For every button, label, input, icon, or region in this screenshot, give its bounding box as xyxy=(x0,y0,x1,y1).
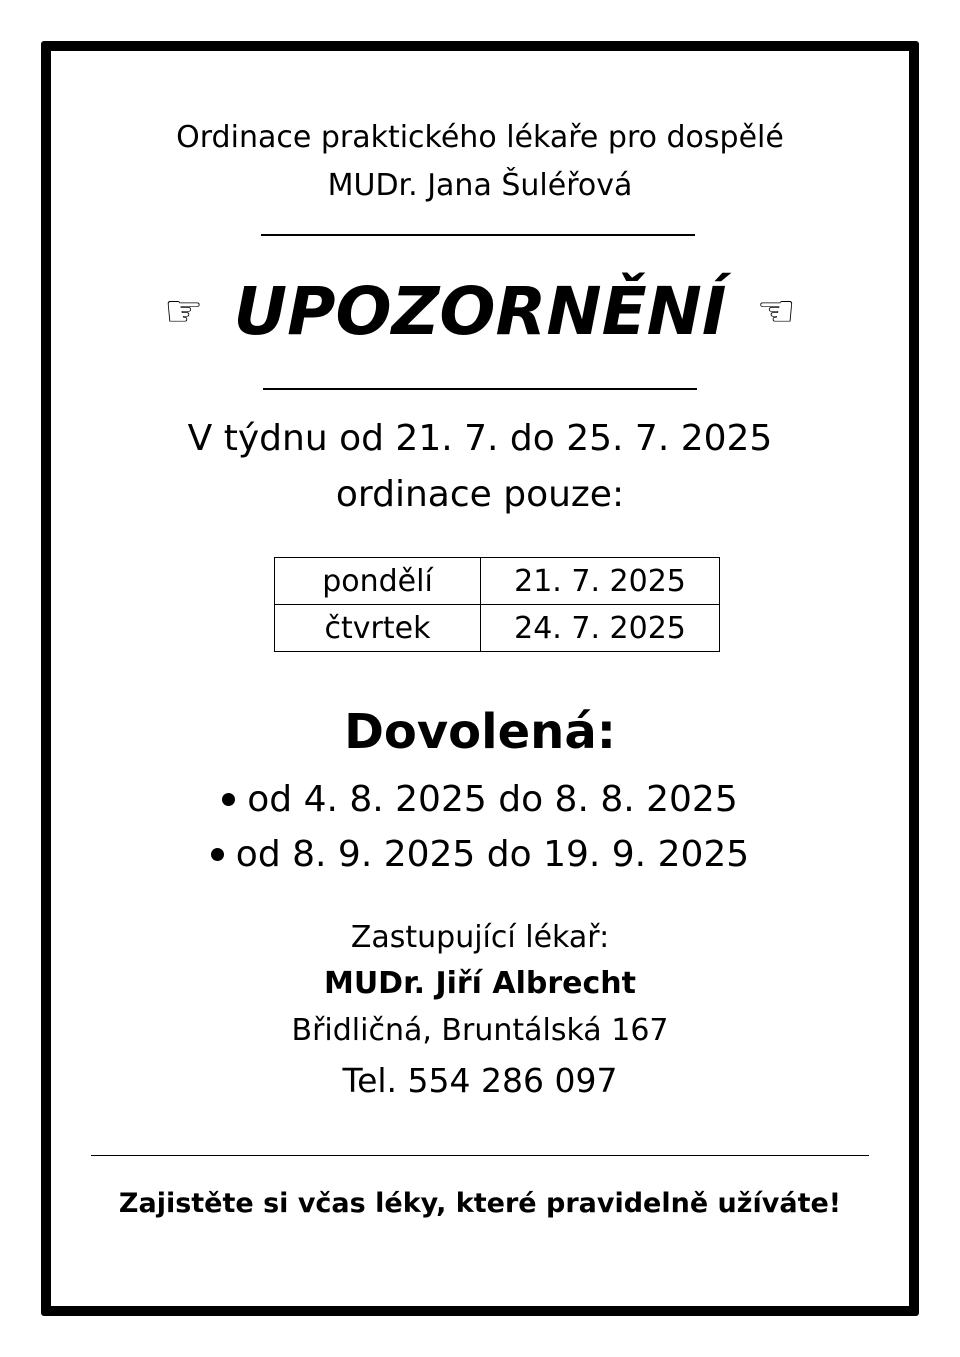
pointing-hand-left-icon: ☜ xyxy=(756,286,796,337)
divider-middle xyxy=(263,388,697,390)
list-item xyxy=(0,827,960,882)
vacation-title: Dovolená: xyxy=(344,704,616,760)
divider-bottom xyxy=(91,1155,869,1156)
open-days-table xyxy=(274,557,720,652)
week-range: V týdnu od 21. 7. do 25. 7. 2025 xyxy=(187,418,773,459)
date-cell: 24. 7. 2025 xyxy=(481,605,720,652)
day-cell: pondělí xyxy=(275,558,481,605)
doctor-name: MUDr. Jana Šuléřová xyxy=(327,168,633,203)
list-item xyxy=(0,772,960,827)
notice-heading xyxy=(0,262,960,362)
substitute-address: Břidličná, Bruntálská 167 xyxy=(291,1013,669,1048)
week-note: ordinace pouze: xyxy=(335,474,625,515)
substitute-name: MUDr. Jiří Albrecht xyxy=(323,966,637,1001)
bullet-icon xyxy=(222,793,235,806)
bullet-icon xyxy=(211,848,224,861)
date-cell: 21. 7. 2025 xyxy=(481,558,720,605)
vacation-period: od 8. 9. 2025 do 19. 9. 2025 xyxy=(235,834,750,875)
divider-top xyxy=(261,234,695,236)
substitute-phone: Tel. 554 286 097 xyxy=(342,1061,618,1100)
substitute-label: Zastupující lékař: xyxy=(350,920,610,955)
day-cell: čtvrtek xyxy=(275,605,481,652)
table-row xyxy=(275,558,720,605)
footer-note: Zajistěte si včas léky, které pravidelně užíváte! xyxy=(118,1188,842,1219)
vacation-list xyxy=(0,772,960,882)
notice-title: UPOZORNĚNÍ xyxy=(233,273,727,350)
page-border xyxy=(41,41,919,1316)
table-row xyxy=(275,605,720,652)
pointing-hand-right-icon: ☞ xyxy=(164,286,204,337)
office-name: Ordinace praktického lékaře pro dospělé xyxy=(176,120,784,155)
vacation-period: od 4. 8. 2025 do 8. 8. 2025 xyxy=(247,779,738,820)
